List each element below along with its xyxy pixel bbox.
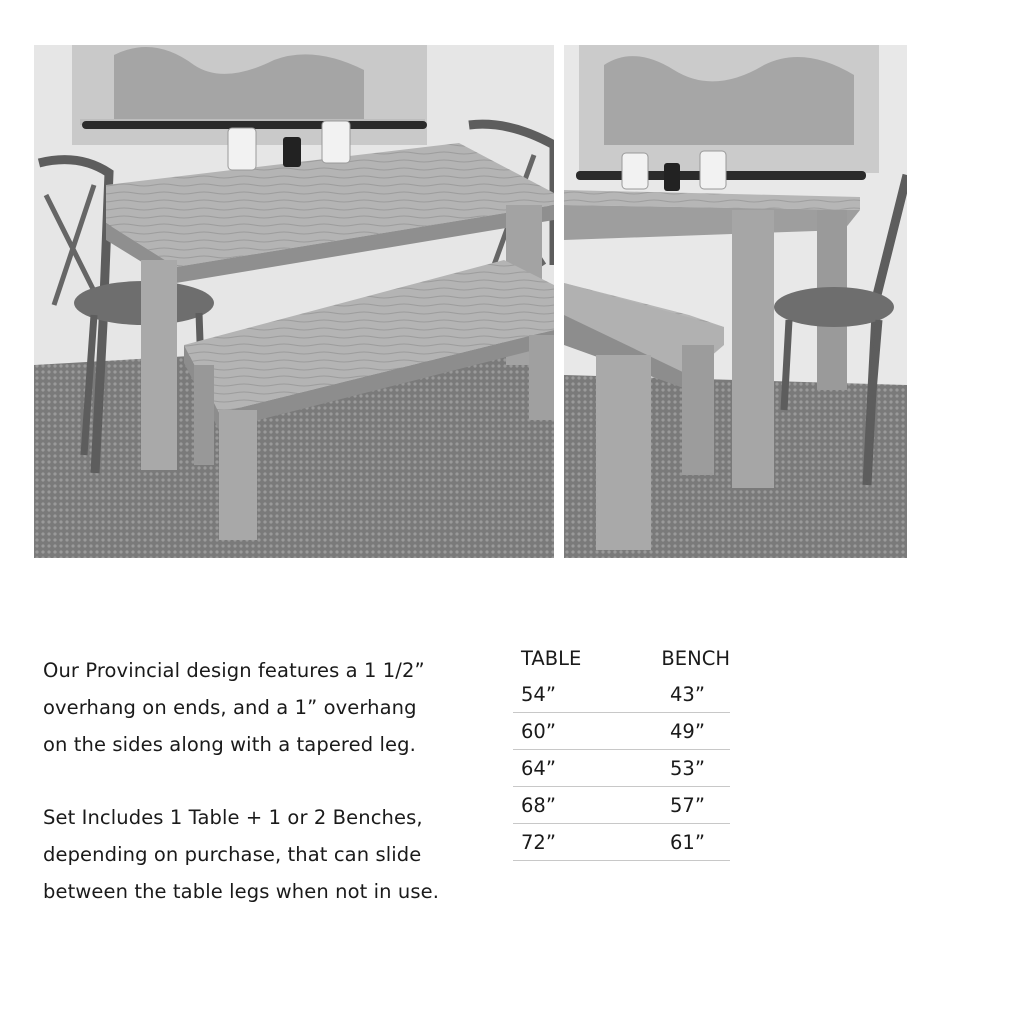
- size-table-header: [513, 640, 730, 676]
- table-bench-illustration: [34, 45, 554, 558]
- description-line: between the table legs when not in use.: [43, 880, 440, 903]
- product-photo-front: [34, 45, 554, 558]
- size-table: [513, 640, 730, 861]
- bench-length: 61”: [670, 830, 705, 854]
- description-line: Our Provincial design features a 1 1/2”: [43, 659, 425, 682]
- bench-length: 57”: [670, 793, 705, 817]
- table-length: 72”: [521, 830, 556, 854]
- description-line: depending on purchase, that can slide: [43, 843, 422, 866]
- table-length: 60”: [521, 719, 556, 743]
- size-row: [513, 787, 730, 824]
- product-description: [43, 652, 483, 910]
- table-length: 68”: [521, 793, 556, 817]
- size-row: [513, 824, 730, 861]
- size-row: [513, 750, 730, 787]
- table-length: 54”: [521, 682, 556, 706]
- bench-length: 43”: [670, 682, 705, 706]
- description-line: overhang on ends, and a 1” overhang: [43, 696, 417, 719]
- header-table: TABLE: [521, 646, 582, 670]
- description-paragraph-set: [43, 799, 483, 910]
- description-line: Set Includes 1 Table + 1 or 2 Benches,: [43, 806, 423, 829]
- size-row: [513, 676, 730, 713]
- size-row: [513, 713, 730, 750]
- description-line: on the sides along with a tapered leg.: [43, 733, 416, 756]
- bench-length: 49”: [670, 719, 705, 743]
- product-photo-side: [564, 45, 907, 558]
- table-length: 64”: [521, 756, 556, 780]
- bench-length: 53”: [670, 756, 705, 780]
- header-bench: BENCH: [661, 646, 730, 670]
- description-paragraph-overhang: [43, 652, 483, 763]
- table-bench-side-illustration: [564, 45, 907, 558]
